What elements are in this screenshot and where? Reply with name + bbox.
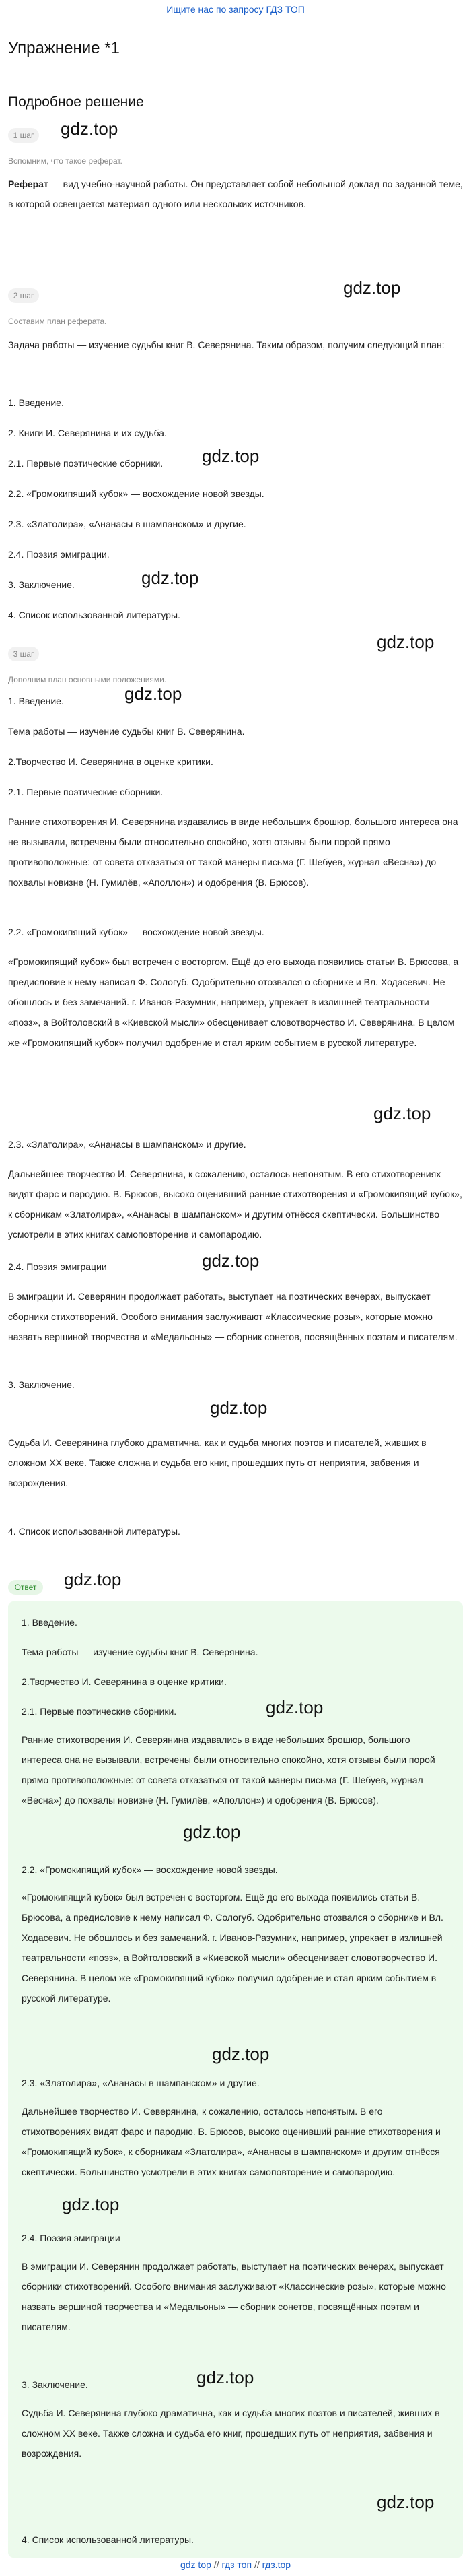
watermark: gdz.top [202,446,260,466]
outline-line: 2.3. «Златолира», «Ананасы в шампанском» и другие. [8,1139,246,1150]
answer-paragraph: «Громокипящий кубок» был встречен с восторгом. Ещё до его выхода появились статьи В. Брюсова, а предисловие к нему написал Ф. Сологуб. Одобрительно отозвался о сборнике и Вл. Ходасевич. Не обошлось и без замечаний. г. Иванов-Разумник, например, упрекает в излишней театральности «поэз», а Войтоловский в «Киевской мысли» обесценивает словотворчество И. Северянина. В целом же «Громокипящий кубок» получил одобрение и стал ярким событием в русской литературе. [22,1892,443,2004]
watermark: gdz.top [141,568,199,588]
page-title: Упражнение *1 [8,39,120,57]
outline-paragraph: «Громокипящий кубок» был встречен с восторгом. Ещё до его выхода появились статьи В. Брюсова, а предисловие к нему написал Ф. Сологуб. Одобрительно отозвался о сборнике и Вл. Ходасевич. Не обошлось и без замечаний. г. Иванов-Разумник, например, упрекает в излишней театральности «поэз», а Войтоловский в «Киевской мысли» обесценивает словотворчество И. Северянина. В целом же «Громокипящий кубок» получил одобрение и стал ярким событием в русской литературе. [8,956,459,1048]
outline-line: 4. Список использованной литературы. [8,1526,180,1537]
watermark: gdz.top [196,2367,254,2387]
answer-badge: Ответ [8,1580,43,1595]
watermark: gdz.top [64,1569,122,1589]
plan-item: 1. Введение. [8,397,64,408]
answer-line: 2.3. «Златолира», «Ананасы в шампанском» и другие. [22,2078,260,2088]
outline-paragraph: Дальнейшее творчество И. Северянина, к сожалению, осталось непонятым. В его стихотворениях видят фарс и пародию. В. Брюсов, высоко оценивший ранние стихотворения и «Громокипящий кубок», к сборникам «Златолира», «Ананасы в шампанском» и другим отнёсся скептически. Большинство усмотрели в этих книгах самоповторение и самопародию. [8,1168,462,1240]
outline-line: 1. Введение. [8,696,64,706]
watermark: gdz.top [377,2492,435,2512]
outline-line: 2.2. «Громокипящий кубок» — восхождение новой звезды. [8,927,264,937]
answer-line: Тема работы — изучение судьбы книг В. Северянина. [22,1647,258,1657]
plan-item: 2.1. Первые поэтические сборники. [8,458,164,469]
answer-paragraph: Дальнейшее творчество И. Северянина, к сожалению, осталось непонятым. В его стихотворениях видят фарс и пародию. В. Брюсов, высоко оценивший ранние стихотворения и «Громокипящий кубок», к сборникам «Златолира», «Ананасы в шампанском» и другим отнёсся скептически. Большинство усмотрели в этих книгах самоповторение и самопародию. [22,2106,441,2177]
plan-item: 2.3. «Златолира», «Ананасы в шампанском» и другие. [8,519,246,529]
watermark: gdz.top [212,2044,270,2064]
top-search-link[interactable]: Ищите нас по запросу ГДЗ ТОП [166,4,305,15]
footer-separator: // [254,2559,260,2570]
footer-link-gdz-top-mixed[interactable]: гдз.top [262,2559,291,2570]
answer-line: 2.1. Первые поэтические сборники. [22,1706,177,1717]
section-title: Подробное решение [8,94,144,110]
outline-line: 2.Творчество И. Северянина в оценке критики. [8,756,213,767]
plan-item: 2.4. Поэзия эмиграции. [8,549,110,560]
step-badge-1: 1 шаг [8,128,39,143]
plan-intro: Задача работы — изучение судьбы книг В. Северянина. Таким образом, получим следующий план: [8,339,445,350]
watermark: gdz.top [373,1103,431,1123]
watermark: gdz.top [183,1822,241,1842]
step-note-1: Вспомним, что такое реферат. [8,156,122,166]
answer-line: 2.2. «Громокипящий кубок» — восхождение новой звезды. [22,1864,278,1875]
plan-item: 2.2. «Громокипящий кубок» — восхождение новой звезды. [8,488,264,499]
answer-line: 1. Введение. [22,1617,77,1628]
answer-paragraph: Ранние стихотворения И. Северянина издавались в виде небольших брошюр, большого интереса она не вызывали, встречены были относительно спокойно, хотя отзывы были порой прямо противоположные: от совета отказаться от такой манеры письма (Г. Шебуев, журнал «Весна») до похвалы новизне (Н. Гумилёв, «Аполлон») и одобрения (В. Брюсов). [22,1734,435,1806]
watermark: gdz.top [377,632,435,652]
outline-line: 2.4. Поэзия эмиграции [8,1261,107,1272]
step-badge-3: 3 шаг [8,647,39,661]
watermark: gdz.top [62,2194,120,2214]
answer-line: 4. Список использованной литературы. [22,2534,194,2545]
step-badge-2: 2 шаг [8,288,39,303]
watermark: gdz.top [124,684,182,704]
watermark: gdz.top [343,277,401,298]
outline-paragraph: Судьба И. Северянина глубоко драматична, как и судьба многих поэтов и писателей, живших в сложном XX веке. Также сложна и судьба его книг, прошедших путь от неприятия, забвения и возрождения. [8,1437,427,1488]
footer-link-gdz-top[interactable]: gdz top [180,2559,211,2570]
watermark: gdz.top [202,1251,260,1271]
definition-text: — вид учебно-научной работы. Он представляет собой небольшой доклад по заданной теме, в которой освещается материал одного или нескольких источников. [8,178,463,209]
watermark: gdz.top [210,1397,268,1418]
outline-line: 2.1. Первые поэтические сборники. [8,787,164,797]
plan-item: 2. Книги И. Северянина и их судьба. [8,428,167,438]
footer-separator: // [213,2559,219,2570]
step-note-3: Дополним план основными положениями. [8,675,167,684]
plan-item: 4. Список использованной литературы. [8,609,180,620]
footer-link-gdz-top-ru[interactable]: гдз топ [221,2559,252,2570]
answer-line: 2.Творчество И. Северянина в оценке критики. [22,1676,227,1687]
outline-line: 3. Заключение. [8,1379,75,1390]
watermark: gdz.top [61,119,118,139]
outline-paragraph: Ранние стихотворения И. Северянина издавались в виде небольших брошюр, большого интереса она не вызывали, встречены были относительно спокойно, хотя отзывы были порой прямо противоположные: от совета отказаться от такой манеры письма (Г. Шебуев, журнал «Весна») до похвалы новизне (Н. Гумилёв, «Аполлон») и одобрения (В. Брюсов). [8,816,458,888]
footer-links [0,2559,471,2570]
step-note-2: Составим план реферата. [8,317,107,326]
answer-line: 2.4. Поэзия эмиграции [22,2233,120,2243]
outline-line: Тема работы — изучение судьбы книг В. Северянина. [8,726,245,737]
outline-paragraph: В эмиграции И. Северянин продолжает работать, выступает на поэтических вечерах, выпускает сборники стихотворений. Особого внимания заслуживают «Классические розы», которые можно назвать вершиной творчества и «Медальоны» — сборник сонетов, посвящённых поэтам и писателям. [8,1291,458,1342]
watermark: gdz.top [266,1697,324,1717]
definition-term: Реферат [8,178,48,189]
answer-line: 3. Заключение. [22,2379,88,2390]
answer-paragraph: В эмиграции И. Северянин продолжает работать, выступает на поэтических вечерах, выпускает сборники стихотворений. Особого внимания заслуживают «Классические розы», которые можно назвать вершиной творчества и «Медальоны» — сборник сонетов, посвящённых поэтам и писателям. [22,2261,446,2332]
plan-item: 3. Заключение. [8,579,75,590]
definition-paragraph [8,174,463,214]
answer-paragraph: Судьба И. Северянина глубоко драматична, как и судьба многих поэтов и писателей, живших в сложном XX веке. Также сложна и судьба его книг, прошедших путь от неприятия, забвения и возрождения. [22,2408,440,2459]
